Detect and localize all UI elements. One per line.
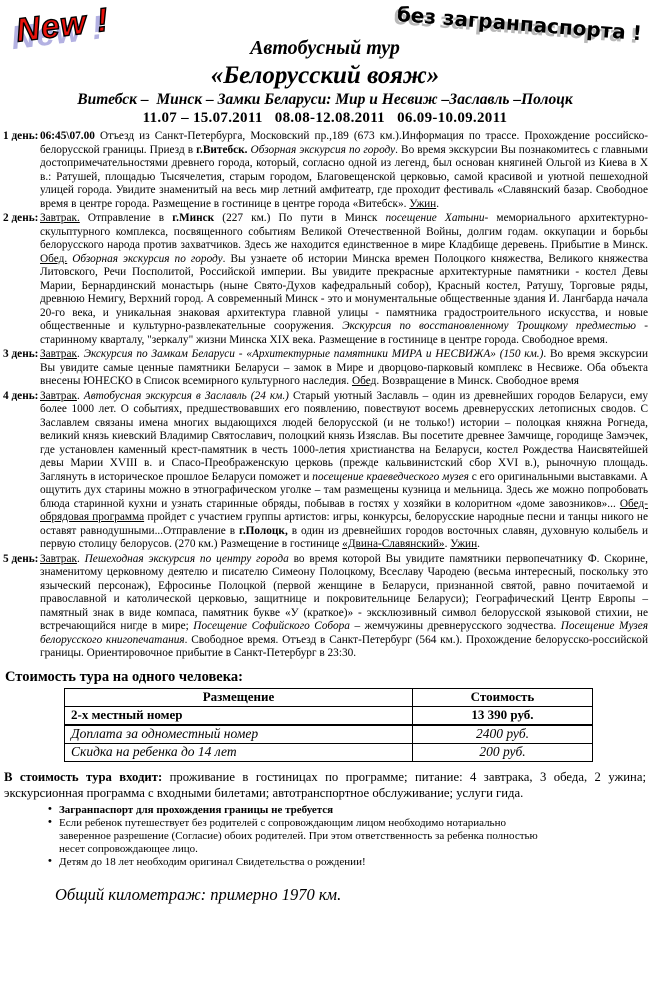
table-row — [65, 725, 593, 744]
day-row — [0, 348, 650, 389]
row-name: Скидка на ребенка до 14 лет — [65, 743, 413, 761]
new-badge: New ! — [14, 0, 111, 49]
includes-text: проживание в гостиницах по программе; питание: 4 завтрака, 3 обеда, 2 ужина; экскурсионная программа с входными билетами; автотранспортное обслуживание; услуги гида. — [4, 769, 646, 800]
tour-dates: 11.07 – 15.07.2011 08.08-12.08.2011 06.09-10.09.2011 — [142, 110, 508, 126]
column-header-accommodation: Размещение — [65, 688, 413, 706]
day-description: Завтрак. Отправление в г.Минск (227 км.) По пути в Минск посещение Хатыни- мемориального архитектурно-скульптурного комплекса, посвященного событиям Великой Отечественной Войны, долгим годам. оккупации и борьбы белорусского народа против захватчиков. Здесь же находится единственное в мире Кладбище деревень. Прибытие в Минск. Обед. Обзорная экскурсия по городу. Вы узнаете об истории Минска времен Полоцкого княжества, Великого княжества Литовского, Речи Посполитой, Российской империи. Вы увидите прекрасные архитектурные памятники - костел Девы Марии, Бернардинский монастырь (ныне Свято-Духов кафедральный собор), Красный костел, Ратушу, Торговые ряды, древнюю Немигу, Верхний город. А современный Минск - это и монументальные общественные здания И. Лангбарда начала 20-го века, и уникальная знаковая архитектура главной улицы - памятника градостроительного искусства, и новые общественные и культурно-развлекательные сооружения. Экскурсия по восстановленному Троицкому предместью - старинному кварталу, "зеркалу" жизни Минска XIX века. Размещение в гостинице в центре города. Свободное время. — [40, 212, 649, 346]
note-item: • Загранпаспорт для прохождения границы не требуется — [48, 804, 553, 817]
row-price: 2400 руб. — [413, 725, 593, 744]
itinerary-section — [0, 130, 650, 661]
day-label: 4 день: — [3, 389, 39, 402]
table-row — [65, 706, 593, 725]
row-price: 13 390 руб. — [413, 706, 593, 725]
includes-paragraph — [4, 769, 646, 801]
day-row — [0, 212, 650, 347]
pricing-heading: Стоимость тура на одного человека: — [5, 668, 243, 685]
price-table — [64, 688, 593, 762]
day-row — [0, 553, 650, 661]
column-header-price: Стоимость — [413, 688, 593, 706]
day-label: 3 день: — [3, 348, 39, 360]
table-row — [65, 743, 593, 761]
tour-route: Витебск – Минск – Замки Беларуси: Мир и Несвиж –Заславль –Полоцк — [77, 91, 573, 108]
day-label: 2 день: — [3, 212, 39, 224]
note-item: • Если ребенок путешествует без родителей с сопровождающим лицом необходимо нотариально заверенное разрешение (Согласие) обоих родителей. При этом ответственность за ребенка полностью несет сопровождающее лицо. — [48, 817, 553, 857]
row-name: Доплата за одноместный номер — [65, 725, 413, 744]
notes-list — [48, 804, 553, 870]
row-price: 200 руб. — [413, 743, 593, 761]
no-passport-badge: без загранпаспорта ! — [396, 2, 644, 46]
day-description: Завтрак. Экскурсия по Замкам Беларуси - «Архитектурные памятники МИРА и НЕСВИЖА» (150 км.). Во время экскурсии Вы увидите самые ценные памятники Беларуси – замок в Мире и дворцово-парковый комплекс в Несвиже. Оба объекта внесены ЮНЕСКО в Список всемирного культурного наследия. Обед. Возвращение в Минск. Свободное время — [40, 348, 648, 387]
row-name: 2-х местный номер — [65, 706, 413, 725]
day-label: 5 день: — [3, 552, 39, 565]
includes-label: В стоимость тура входит: — [4, 769, 163, 784]
price-table-header-row — [65, 688, 593, 706]
note-item: • Детям до 18 лет необходим оригинал Свидетельства о рождении! — [48, 856, 553, 869]
tour-type-title: Автобусный тур — [250, 37, 400, 59]
mileage-footer: Общий километраж: примерно 1970 км. — [55, 884, 342, 904]
tour-name-title: «Белорусский вояж» — [210, 62, 440, 89]
day-description: Завтрак. Пешеходная экскурсия по центру города во время которой Вы увидите памятники первопечатнику Ф. Скорине, знаменитому церковному деятелю и писателю Симеону Полоцкому, Всеславу Чародею (весьма интересный, поскольку это языческий персонаж), Ефросинье Полоцкой (первой женщине в Беларуси, признанной святой, равно почитаемой и православной и католической церковью, защитнице и покровительнице Беларуси); Географический Центр Европы – памятный знак в виде компаса, памятник букве «У (краткое)» - эксклюзивный символ белорусской языковой стихии, не встречающийся нигде в мире; Посещение Софийского Собора – жемчужины древнерусского зодчества. Посещение Музея белорусского книгопечатания. Свободное время. Отъезд в Санкт-Петербург (564 км.). Прохождение белорусско-российской границы. Ориентировочное прибытие в Санкт-Петербург в 23:30. — [40, 552, 648, 659]
day-label: 1 день: — [3, 130, 39, 142]
day-row — [0, 390, 650, 552]
day-row — [0, 130, 650, 211]
day-description: 06:45\07.00 Отъезд из Санкт-Петербурга, Московский пр.,189 (673 км.).Информация по трассе. Прохождение российско-белорусской границы. Приезд в г.Витебск. Обзорная экскурсия по городу. Во время экскурсии Вы познакомитесь с главными достопримечательностями древнего города, который, согласно одной из легенд, был основан княгиней Ольгой из Киева в X в.: Ратушей, площадью Тысячелетия, старым городом, Благовещенской церковью, самой красивой и уютной пешеходной улицей города. Увидите знаменитый на весь мир летний амфитеатр, где проходит фестиваль «Славянский базар. Свободное время в центре города. Размещение в гостинице в центре города «Витебск». Ужин. — [40, 130, 648, 210]
day-description: Завтрак. Автобусная экскурсия в Заславль (24 км.) Старый уютный Заславль – один из древнейших городов Беларуси, ему более 1000 лет. О событиях, предшествовавших его появлению, повествуют восемь древнерусских летописных сводов. С Заславлем связаны имена многих выдающихся людей белорусской (и не только!) истории – полоцкая княжна Рогнеда, великий князь киевский Владимир Святославич, полоцкий князь Изяслав. Вы посетите древнее Замчище, городище Замэчек, где установлен каменный крест-памятник в честь 1000-летия христианства на Беларуси, костел Рождества Наисвятейшей девы Марии XVIII в. и Спасо-Преображенскую церковь (прежде кальвинистский сбор XVI в.), рыночную площадь. Заглянуть в историческое прошлое Беларуси поможет и посещение краеведческого музея с его оригинальными выставками. А ощутить дух старины можно в этнографическом уголке – там размещены кузница и мельница. Здесь же можно попробовать блюда старинной кухни и узнать старинные обряды, побывав в гостях у хозяйки в колоритном «доме завозников»... Обед- обрядовая программа пройдет с участием группы артистов: игры, конкурсы, белорусские народные песни и танцы никого не оставят равнодушными...Отправление в г.Полоцк, в один из древнейших городов восточных славян, духовную колыбель и первую столицу белорусов. (270 км.) Размещение в гостинице «Двина-Славянский». Ужин. — [40, 389, 648, 550]
